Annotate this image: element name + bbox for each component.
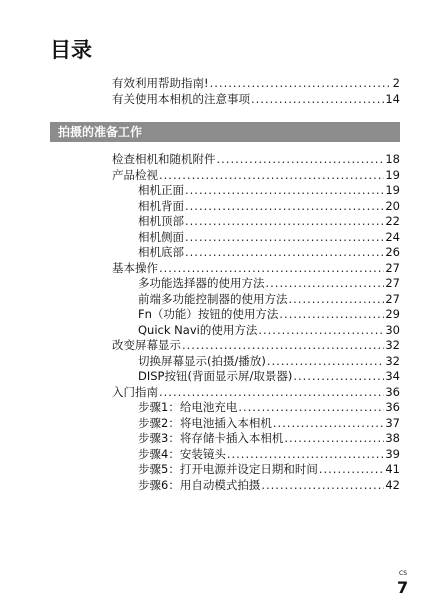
toc-subentry[interactable] bbox=[112, 183, 400, 199]
toc-entry[interactable] bbox=[112, 385, 400, 401]
section-toc bbox=[112, 152, 400, 493]
toc-subentry[interactable] bbox=[112, 431, 400, 447]
toc-entry-page: 34 bbox=[385, 369, 400, 383]
toc-entry-page: 24 bbox=[385, 229, 400, 244]
toc-leader-dots bbox=[210, 76, 392, 92]
toc-entry-page: 37 bbox=[385, 415, 400, 430]
toc-entry-page: 14 bbox=[385, 91, 400, 106]
toc-entry-label: 有关使用本相机的注意事项 bbox=[112, 91, 250, 106]
toc-subentry[interactable] bbox=[112, 230, 400, 246]
toc-subentry[interactable] bbox=[112, 214, 400, 230]
toc-entry-label: 产品检视 bbox=[112, 167, 158, 182]
toc-leader-dots bbox=[284, 431, 384, 447]
toc-leader-dots bbox=[319, 462, 385, 478]
toc-subentry[interactable] bbox=[112, 354, 400, 370]
toc-entry-label: 步骤1：给电池充电 bbox=[138, 400, 238, 414]
toc-entry-page: 42 bbox=[385, 477, 400, 492]
language-code: CS bbox=[399, 570, 407, 577]
toc-entry-label: 步骤5：打开电源并设定日期和时间 bbox=[138, 462, 318, 476]
toc-entry-label: Quick Navi的使用方法 bbox=[138, 322, 258, 337]
toc-leader-dots bbox=[185, 245, 384, 261]
toc-entry-page: 41 bbox=[385, 462, 400, 476]
toc-entry-label: 步骤4：安装镜头 bbox=[138, 446, 226, 461]
toc-entry-page: 32 bbox=[385, 353, 400, 368]
toc-entry-label: DISP按钮(背面显示屏/取景器) bbox=[138, 369, 293, 383]
toc-entry[interactable] bbox=[112, 338, 400, 354]
toc-entry-label: 入门指南 bbox=[112, 384, 158, 399]
toc-subentry[interactable] bbox=[112, 199, 400, 215]
toc-entry-label: 相机侧面 bbox=[138, 229, 184, 244]
toc-entry-page: 26 bbox=[385, 245, 400, 259]
toc-leader-dots bbox=[261, 478, 384, 494]
toc-leader-dots bbox=[251, 92, 384, 108]
toc-entry-label: 多功能选择器的使用方法 bbox=[138, 276, 265, 290]
intro-toc bbox=[112, 76, 400, 107]
section-header: 拍摄的准备工作 bbox=[50, 122, 400, 142]
toc-entry-page: 19 bbox=[385, 183, 400, 197]
toc-entry-page: 29 bbox=[385, 307, 400, 321]
toc-entry-page: 22 bbox=[385, 214, 400, 228]
toc-entry-page: 27 bbox=[385, 276, 400, 290]
toc-entry-label: 相机顶部 bbox=[138, 214, 184, 228]
toc-leader-dots bbox=[258, 323, 384, 339]
toc-subentry[interactable] bbox=[112, 323, 400, 339]
toc-leader-dots bbox=[273, 416, 385, 432]
toc-entry-label: 检查相机和随机附件 bbox=[112, 152, 216, 166]
toc-leader-dots bbox=[185, 214, 384, 230]
page-number: 7 bbox=[397, 578, 409, 597]
toc-leader-dots bbox=[279, 307, 384, 323]
toc-entry-page: 30 bbox=[385, 322, 400, 337]
toc-entry[interactable] bbox=[112, 261, 400, 277]
toc-entry[interactable] bbox=[112, 76, 400, 92]
toc-entry-label: 有效利用帮助指南! bbox=[112, 76, 209, 90]
toc-entry-page: 38 bbox=[385, 431, 400, 445]
toc-subentry[interactable] bbox=[112, 307, 400, 323]
toc-entry[interactable] bbox=[112, 92, 400, 108]
toc-subentry[interactable] bbox=[112, 245, 400, 261]
toc-entry-label: 切换屏幕显示(拍摄/播放) bbox=[138, 353, 266, 368]
toc-subentry[interactable] bbox=[112, 447, 400, 463]
toc-entry-label: 基本操作 bbox=[112, 260, 158, 275]
toc-leader-dots bbox=[217, 152, 385, 168]
toc-entry-label: 前端多功能控制器的使用方法 bbox=[138, 291, 288, 306]
toc-leader-dots bbox=[185, 230, 384, 246]
toc-entry-label: 改变屏幕显示 bbox=[112, 338, 181, 352]
toc-subentry[interactable] bbox=[112, 292, 400, 308]
toc-subentry[interactable] bbox=[112, 276, 400, 292]
toc-entry-page: 20 bbox=[385, 198, 400, 213]
toc-entry-label: 步骤3：将存储卡插入本相机 bbox=[138, 431, 284, 445]
toc-entry-page: 2 bbox=[392, 76, 400, 90]
toc-leader-dots bbox=[267, 354, 385, 370]
toc-leader-dots bbox=[238, 400, 384, 416]
toc-entry-page: 36 bbox=[385, 384, 400, 399]
toc-entry-label: 相机底部 bbox=[138, 245, 184, 259]
toc-entry-page: 27 bbox=[385, 260, 400, 275]
toc-entry-label: 步骤2：将电池插入本相机 bbox=[138, 415, 272, 430]
toc-entry-page: 18 bbox=[385, 152, 400, 166]
toc-leader-dots bbox=[159, 385, 384, 401]
toc-entry-page: 32 bbox=[385, 338, 400, 352]
toc-subentry[interactable] bbox=[112, 369, 400, 385]
toc-subentry[interactable] bbox=[112, 416, 400, 432]
toc-leader-dots bbox=[159, 261, 384, 277]
toc-leader-dots bbox=[159, 168, 384, 184]
toc-entry-label: 相机正面 bbox=[138, 183, 184, 197]
toc-leader-dots bbox=[182, 338, 384, 354]
toc-subentry[interactable] bbox=[112, 462, 400, 478]
toc-leader-dots bbox=[185, 199, 384, 215]
toc-entry-page: 27 bbox=[385, 291, 400, 306]
toc-leader-dots bbox=[293, 369, 384, 385]
toc-subentry[interactable] bbox=[112, 478, 400, 494]
toc-entry-label: 相机背面 bbox=[138, 198, 184, 213]
toc-entry-label: 步骤6：用自动模式拍摄 bbox=[138, 477, 261, 492]
toc-subentry[interactable] bbox=[112, 400, 400, 416]
toc-entry[interactable] bbox=[112, 152, 400, 168]
toc-entry-page: 19 bbox=[385, 167, 400, 182]
toc-entry-page: 36 bbox=[385, 400, 400, 414]
toc-entry[interactable] bbox=[112, 168, 400, 184]
toc-leader-dots bbox=[289, 292, 385, 308]
toc-leader-dots bbox=[227, 447, 385, 463]
toc-leader-dots bbox=[185, 183, 384, 199]
toc-entry-page: 39 bbox=[385, 446, 400, 461]
toc-entry-label: Fn（功能）按钮的使用方法 bbox=[138, 307, 279, 321]
page-title: 目录 bbox=[50, 38, 92, 62]
toc-leader-dots bbox=[266, 276, 385, 292]
